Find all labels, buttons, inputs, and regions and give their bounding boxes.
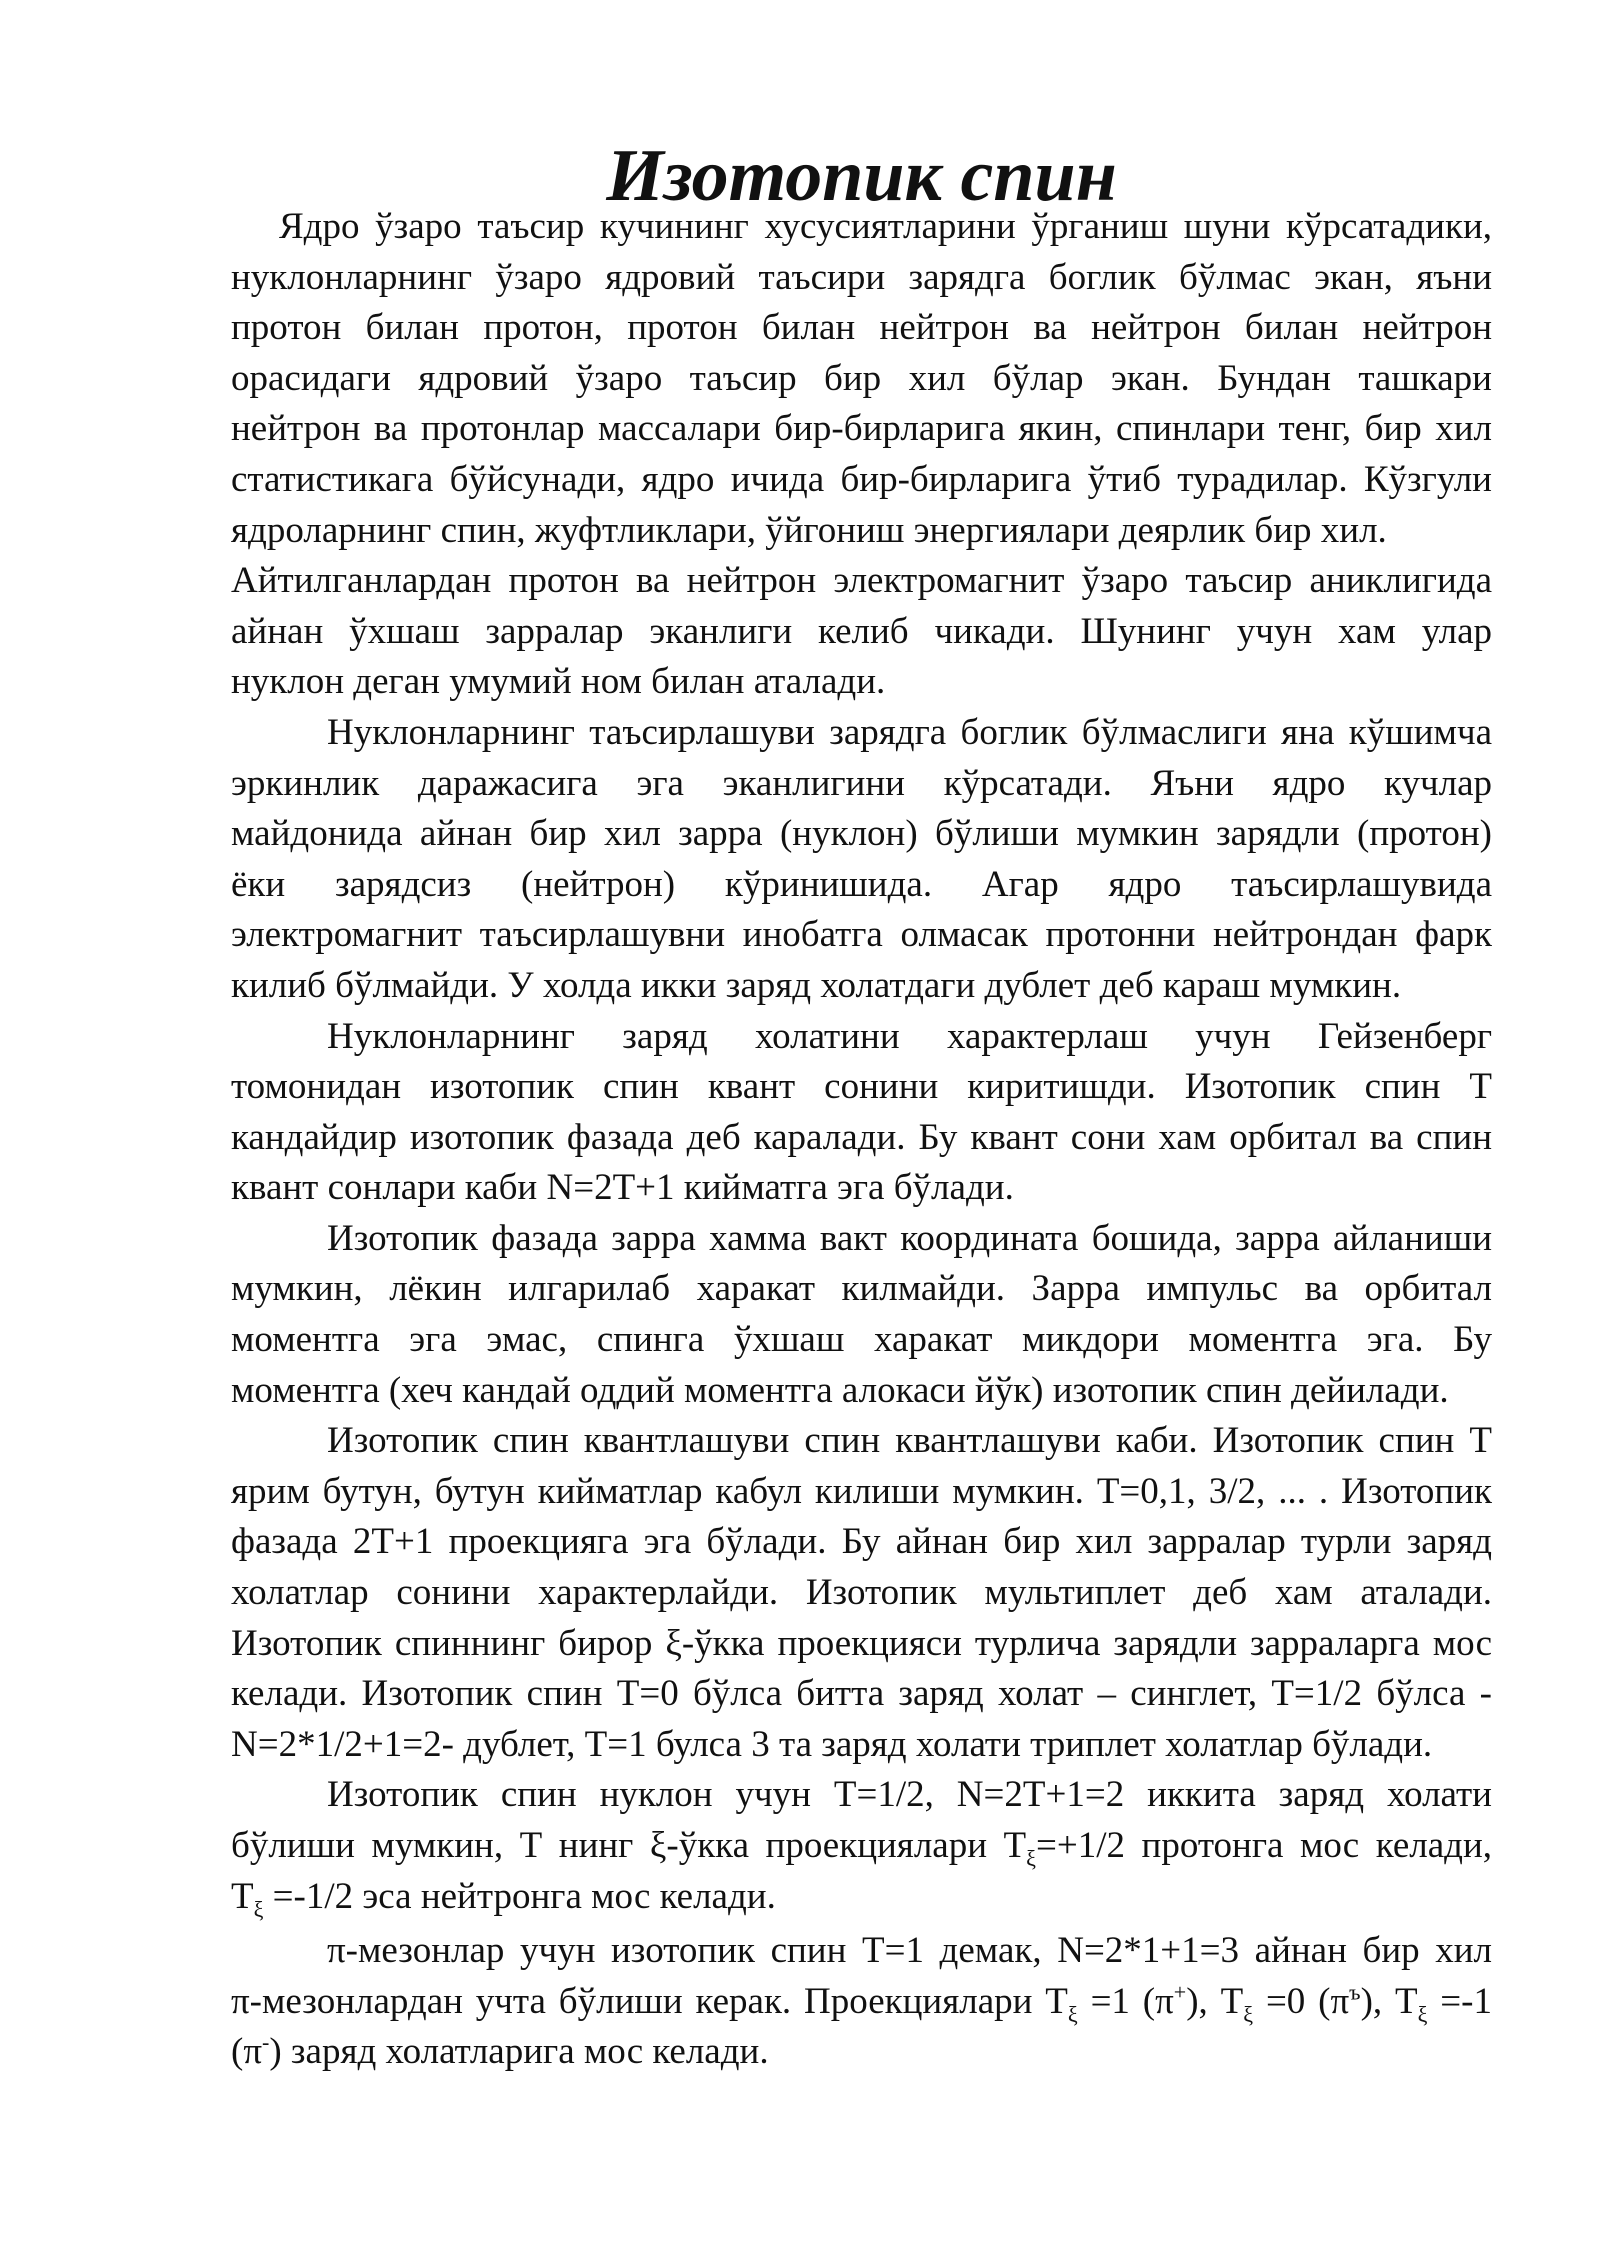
text-run: =-1 (1427, 1980, 1492, 2022)
paragraph-4 (231, 1214, 1492, 1416)
text-run: =1 (π (1077, 1980, 1174, 2022)
text-line (231, 1872, 1492, 1923)
text-line: келади. Изотопик спин Т=0 бўлса битта заряд холат – синглет, Т=1/2 бўлса - (231, 1673, 1492, 1715)
text-line: Изотопик спин квантлашуви спин квантлашуви каби. Изотопик спин Т (327, 1420, 1492, 1462)
text-line: фазада 2Т+1 проекцияга эга бўлади. Бу айнан бир хил зарралар турли заряд (231, 1521, 1492, 1563)
text-line: орасидаги ядровий ўзаро таъсир бир хил бўлар экан. Бундан ташкари (231, 357, 1492, 399)
xi-subscript: ξ (253, 1895, 264, 1921)
paragraph-1 (231, 202, 1492, 708)
text-line: Айтилганлардан протон ва нейтрон электромагнит ўзаро таъсир аниклигида (231, 560, 1492, 602)
charge-superscript: - (262, 2030, 270, 2056)
text-line: килиб бўлмайди. У холда икки заряд холатдаги дублет деб караш мумкин. (231, 964, 1402, 1006)
charge-superscript: ъ (1349, 1979, 1361, 2005)
document-page (231, 135, 1493, 2078)
text-line: Изотопик спин нуклон учун Т=1/2, N=2T+1=2 иккита заряд холати (327, 1774, 1492, 1816)
text-line: нуклон деган умумий ном билан аталади. (231, 661, 886, 703)
text-line: ярим бутун, бутун кийматлар кабул килиши мумкин. Т=0,1, 3/2, ... . Изотопик (231, 1470, 1492, 1512)
text-line: холатлар сонини характерлайди. Изотопик мультиплет деб хам аталади. (231, 1572, 1492, 1614)
text-run: =+1/2 протонга мос келади, (1035, 1825, 1493, 1866)
text-line: протон билан протон, протон билан нейтрон ва нейтрон билан нейтрон (231, 307, 1492, 349)
text-line (231, 1977, 1492, 2028)
text-line: ядроларнинг спин, жуфтликлари, ўйгониш энергиялари деярлик бир хил. (231, 509, 1387, 551)
text-run: Т (231, 1875, 254, 1917)
xi-subscript: ξ (1243, 2001, 1254, 2027)
charge-superscript: + (1173, 1979, 1187, 2005)
text-run: π-мезонлардан учта бўлиши керак. Проекциялари Т (231, 1980, 1068, 2022)
text-line: статистикага бўйсунади, ядро ичида бир-бирларига ўтиб турадилар. Кўзгули (231, 458, 1492, 500)
paragraph-5 (231, 1416, 1492, 1770)
text-line: π-мезонлар учун изотопик спин Т=1 демак, N=2*1+1=3 айнан бир хил (327, 1930, 1492, 1972)
text-line: мумкин, лёкин илгарилаб харакат килмайди. Зарра импульс ва орбитал (231, 1268, 1492, 1310)
text-run: ), Т (1360, 1980, 1418, 2022)
text-line: томонидан изотопик спин квант сонини киритишди. Изотопик спин Т (231, 1066, 1492, 1108)
xi-subscript: ξ (1417, 2001, 1428, 2027)
paragraph-3 (231, 1012, 1492, 1214)
text-line: N=2*1/2+1=2- дублет, Т=1 булса 3 та заряд холати триплет холатлар бўлади. (231, 1723, 1433, 1765)
text-line: моментга (хеч кандай оддий моментга алокаси йўк) изотопик спин дейилади. (231, 1369, 1449, 1411)
text-line: Нуклонларнинг заряд холатини характерлаш учун Гейзенберг (327, 1015, 1492, 1057)
text-run: (π (231, 2031, 263, 2073)
text-run: =-1/2 эса нейтронга мос келади. (263, 1875, 776, 1917)
text-line: Ядро ўзаро таъсир кучининг хусусиятларини ўрганиш шуни кўрсатадики, (279, 206, 1492, 247)
text-run: =0 (π (1253, 1980, 1350, 2022)
text-line (231, 1821, 1492, 1872)
text-run: ), Т (1186, 1980, 1244, 2022)
text-line: квант сонлари каби N=2T+1 кийматга эга бўлади. (231, 1167, 1014, 1209)
text-line: эркинлик даражасига эга эканлигини кўрсатади. Яъни ядро кучлар (231, 762, 1492, 804)
text-run: ) заряд холатларига мос келади. (269, 2031, 769, 2073)
text-line: Изотопик спиннинг бирор ξ-ўкка проекцияси турлича зарядли зарраларга мос (231, 1622, 1492, 1664)
text-line: нейтрон ва протонлар массалари бир-бирларига якин, спинлари тенг, бир хил (231, 408, 1492, 450)
text-line: ёки зарядсиз (нейтрон) кўринишида. Агар ядро таъсирлашувида (231, 863, 1492, 905)
text-line: кандайдир изотопик фазада деб каралади. Бу квант сони хам орбитал ва спин (231, 1116, 1492, 1158)
text-line: Изотопик фазада зарра хамма вакт координата бошида, зарра айланиши (327, 1217, 1492, 1259)
text-line: электромагнит таъсирлашувни инобатга олмасак протонни нейтрондан фарк (231, 914, 1492, 956)
text-run: бўлиши мумкин, Т нинг ξ-ўкка проекциялари Т (231, 1825, 1027, 1866)
text-line: моментга эга эмас, спинга ўхшаш харакат микдори моментга эга. Бу (231, 1319, 1492, 1361)
text-line: майдонида айнан бир хил зарра (нуклон) бўлиши мумкин зарядли (протон) (231, 813, 1492, 855)
xi-subscript: ξ (1026, 1845, 1036, 1871)
paragraph-2 (231, 708, 1492, 1012)
text-line: нуклонларнинг ўзаро ядровий таъсири зарядга боглик бўлмас экан, яъни (231, 256, 1492, 298)
xi-subscript: ξ (1067, 2001, 1078, 2027)
text-line (231, 2027, 1492, 2078)
paragraph-6 (231, 1770, 1492, 1922)
text-line: Нуклонларнинг таъсирлашуви зарядга боглик бўлмаслиги яна кўшимча (327, 711, 1492, 753)
text-line: айнан ўхшаш зарралар эканлиги келиб чикади. Шунинг учун хам улар (231, 610, 1492, 652)
paragraph-7 (231, 1926, 1492, 2078)
document-title: Изотопик спин (606, 135, 1117, 217)
